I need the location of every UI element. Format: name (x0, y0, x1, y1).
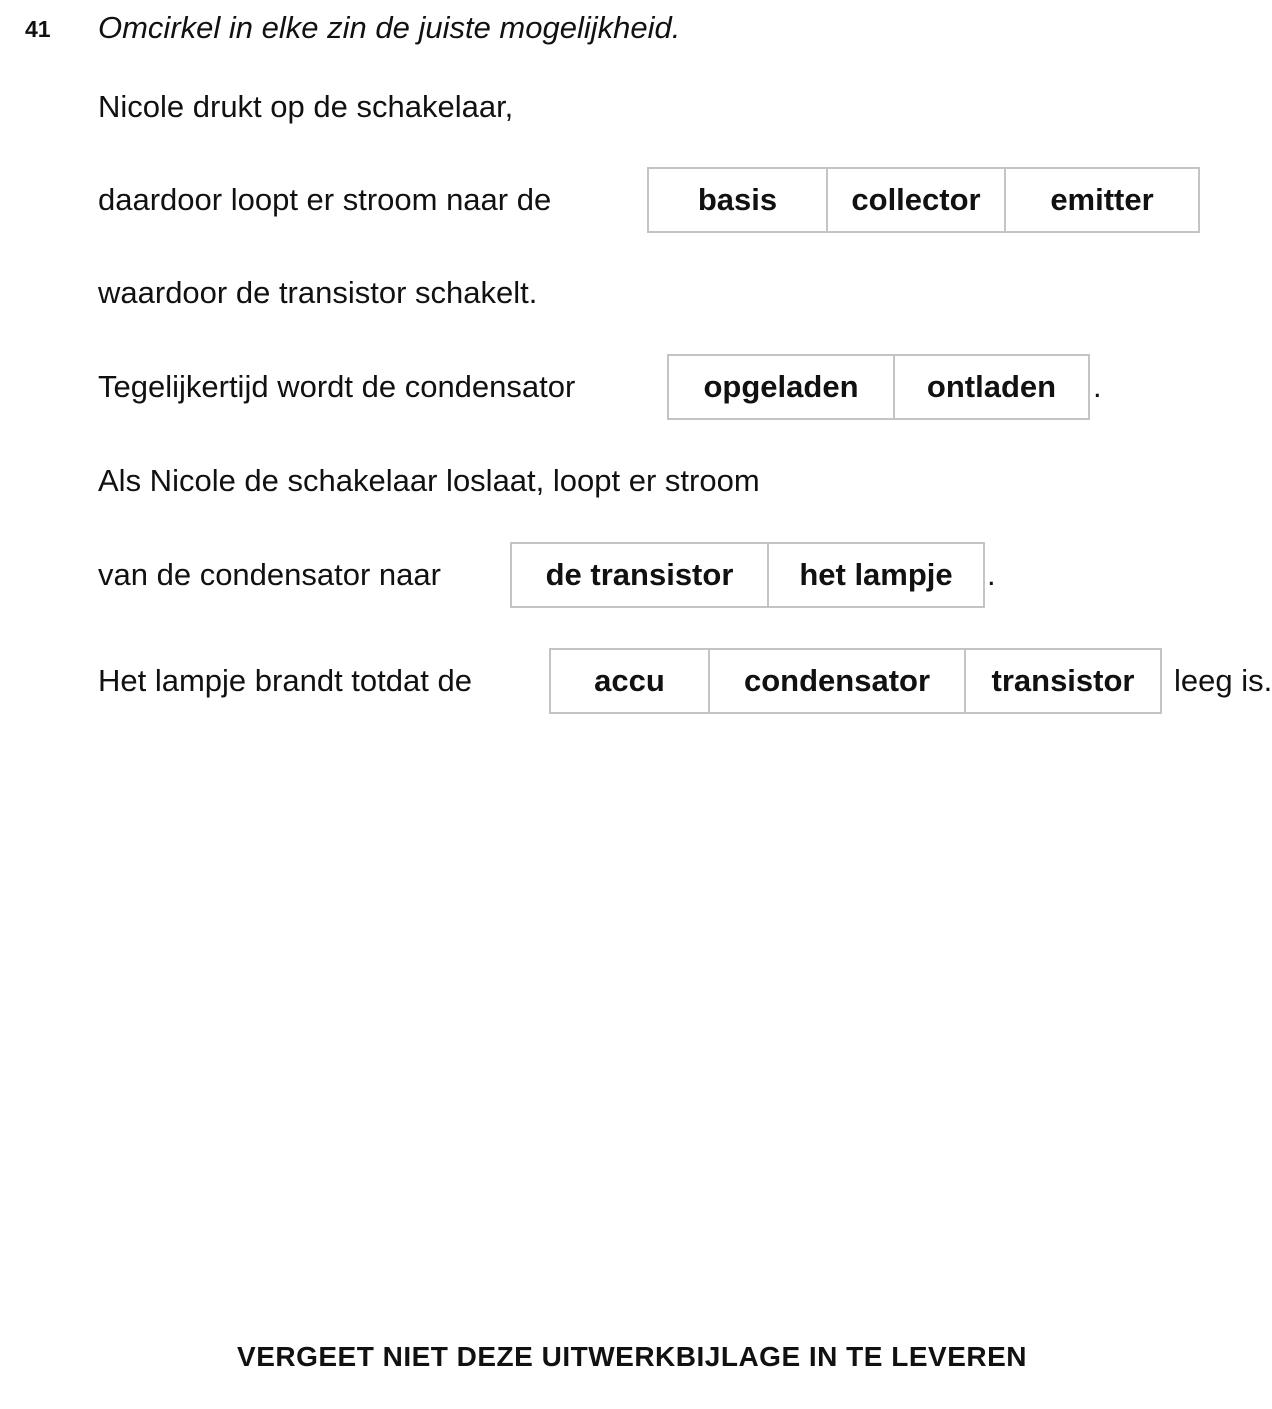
option-opgeladen[interactable]: opgeladen (703, 369, 859, 404)
question-number: 41 (25, 16, 51, 42)
sentence-5: Als Nicole de schakelaar loslaat, loopt er stroom (98, 463, 760, 498)
option-condensator[interactable]: condensator (708, 650, 964, 712)
option-de-transistor[interactable]: de transistor (545, 557, 734, 592)
option-accu[interactable]: accu (594, 663, 665, 698)
footer-reminder: VERGEET NIET DEZE UITWERKBIJLAGE IN TE LEVEREN (237, 1341, 1027, 1372)
choice-group-charge (667, 354, 1090, 420)
choice-group-source (549, 648, 1162, 714)
sentence-4: Tegelijkertijd wordt de condensator (98, 369, 576, 404)
sentence-7-ending: leeg is. (1174, 663, 1272, 698)
sentence-6-period: . (987, 557, 996, 592)
choice-group-electrode (647, 167, 1200, 233)
sentence-7: Het lampje brandt totdat de (98, 663, 472, 698)
option-transistor[interactable]: transistor (964, 650, 1160, 712)
choice-group-destination (510, 542, 985, 608)
question-instruction: Omcirkel in elke zin de juiste mogelijkheid. (98, 10, 681, 45)
option-ontladen[interactable]: ontladen (893, 356, 1088, 418)
option-emitter[interactable]: emitter (1004, 169, 1198, 231)
option-collector[interactable]: collector (826, 169, 1004, 231)
sentence-2: daardoor loopt er stroom naar de (98, 182, 552, 217)
option-basis[interactable]: basis (697, 182, 778, 217)
sentence-1: Nicole drukt op de schakelaar, (98, 89, 514, 124)
sentence-3: waardoor de transistor schakelt. (98, 275, 538, 310)
sentence-4-period: . (1093, 369, 1102, 404)
option-het-lampje[interactable]: het lampje (767, 544, 983, 606)
sentence-6: van de condensator naar (98, 557, 441, 592)
